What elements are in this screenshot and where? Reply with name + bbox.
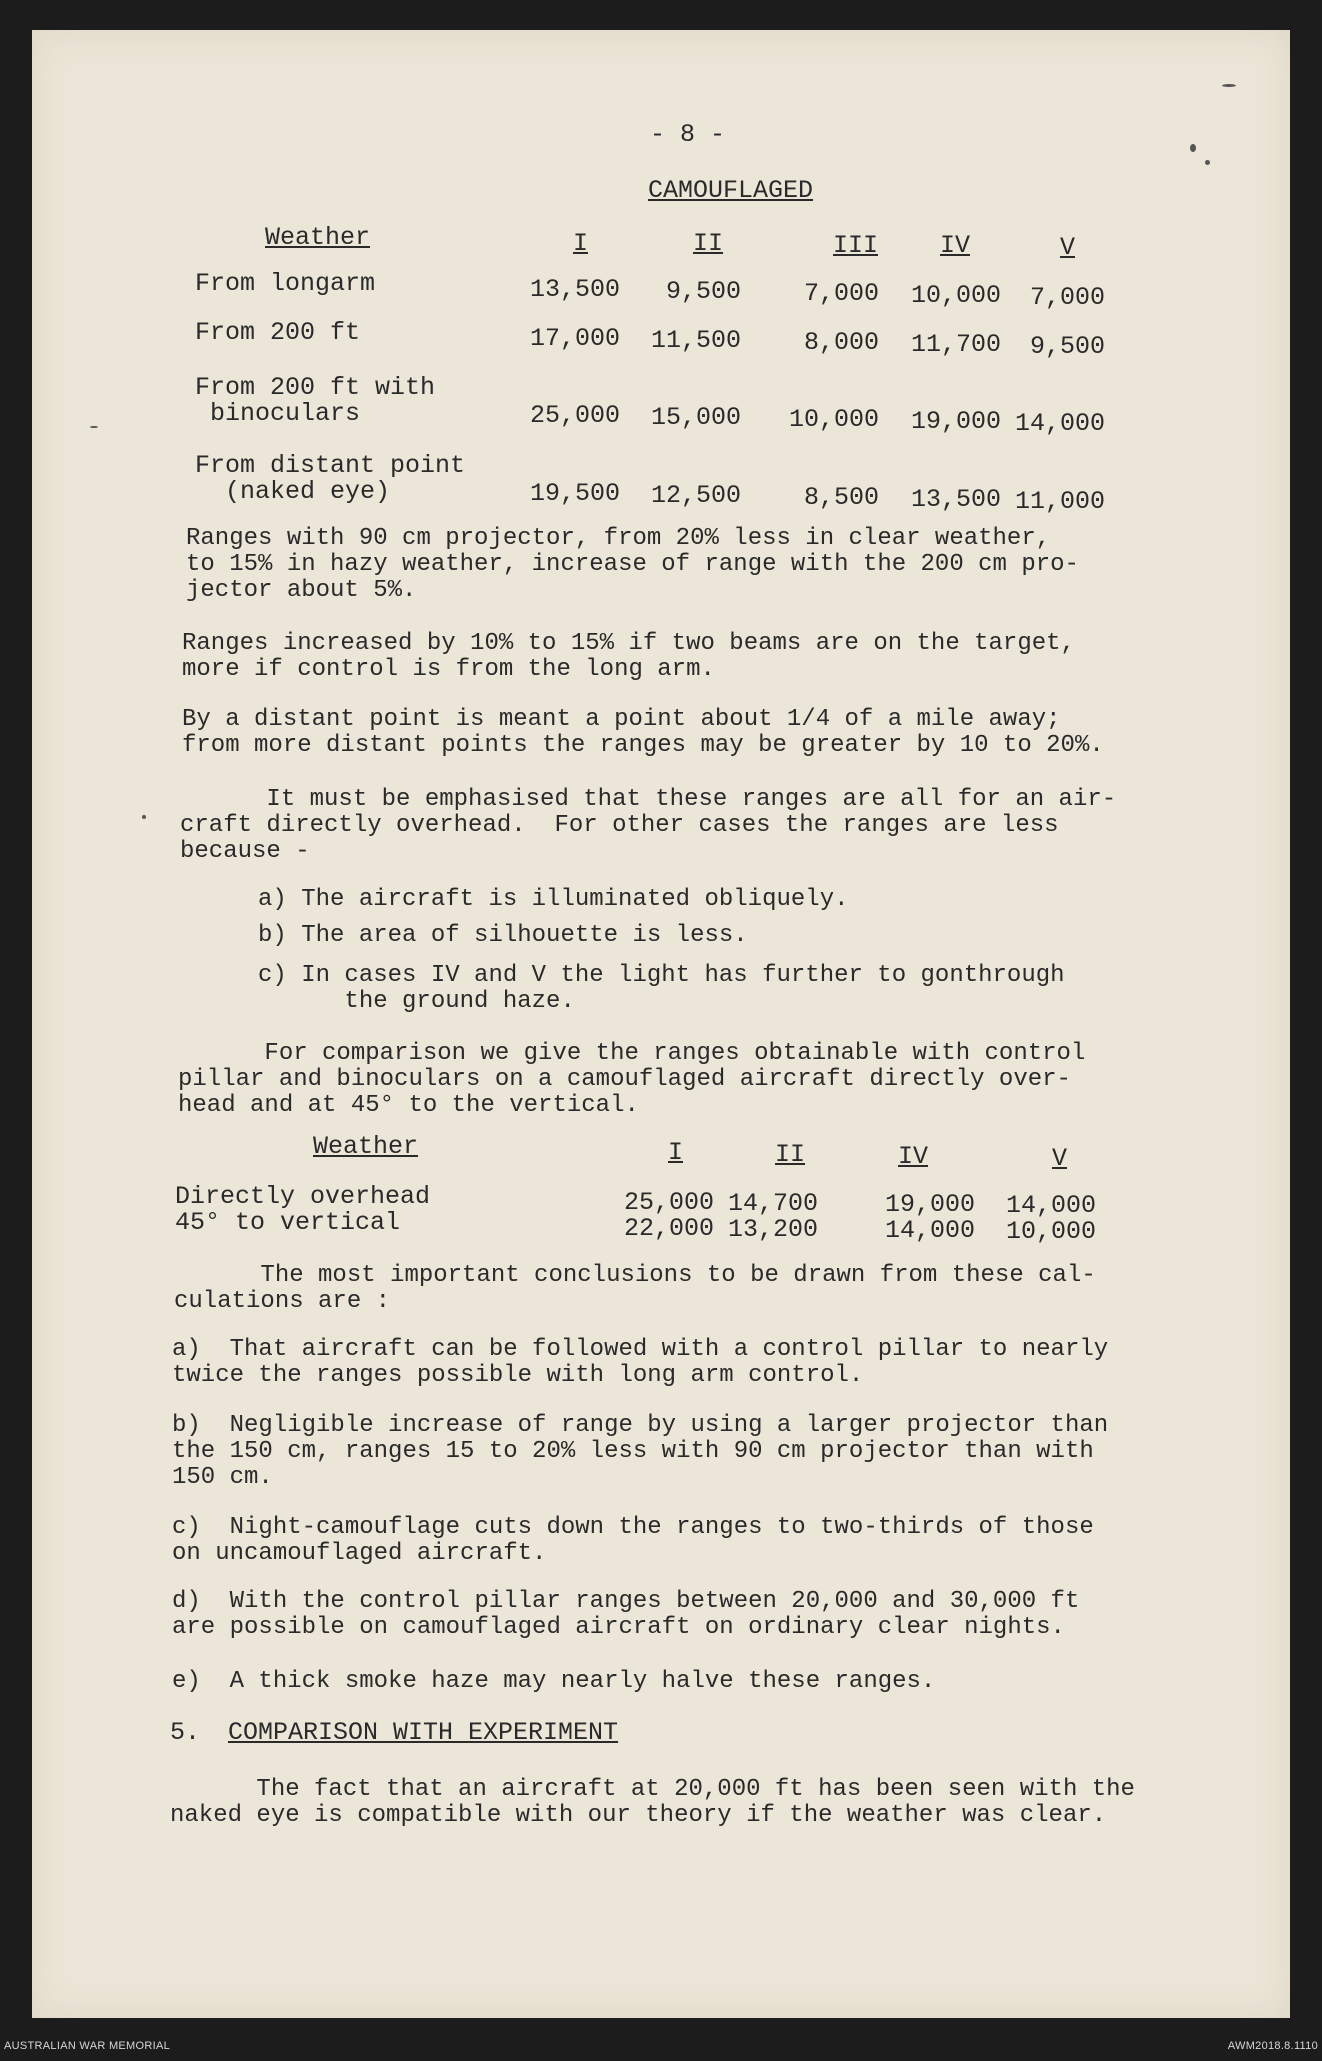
table1-cell: 19,000	[910, 407, 1001, 436]
table2-cell: 14,000	[1005, 1191, 1096, 1220]
text-line: It must be emphasised that these ranges are all for an air-	[180, 786, 1117, 813]
table1-header-ii: II	[693, 229, 724, 258]
list-item: b) The area of silhouette is less.	[258, 922, 748, 949]
table1-header-iv: IV	[940, 231, 971, 260]
table1-cell: 10,000	[788, 405, 879, 434]
table1-row-label: (naked eye)	[195, 477, 391, 506]
table1-cell: 12,500	[650, 481, 741, 510]
text-line: culations are :	[174, 1288, 391, 1315]
table1-cell: 7,000	[1029, 283, 1105, 312]
table1-cell: 10,000	[910, 281, 1001, 310]
section5-title: COMPARISON WITH EXPERIMENT	[228, 1718, 619, 1747]
ink-speck	[1190, 144, 1196, 152]
table1-cell: 14,000	[1014, 409, 1105, 438]
conclusion-line: b) Negligible increase of range by using a larger projector than	[172, 1412, 1109, 1439]
text-line: from more distant points the ranges may be greater by 10 to 20%.	[182, 732, 1104, 759]
table2-header-i: I	[668, 1138, 684, 1167]
text-line: Ranges with 90 cm projector, from 20% less in clear weather,	[186, 525, 1051, 552]
table1-header-iii: III	[833, 231, 879, 260]
table2-cell: 22,000	[623, 1214, 714, 1243]
table2-row-label: 45° to vertical	[175, 1208, 401, 1237]
text-line: craft directly overhead. For other cases the ranges are less	[180, 812, 1059, 839]
text-line: because -	[180, 838, 310, 865]
conclusion-line: 150 cm.	[172, 1464, 273, 1491]
table2-cell: 19,000	[884, 1190, 975, 1219]
conclusion-line: e) A thick smoke haze may nearly halve these ranges.	[172, 1668, 936, 1695]
ink-speck	[1222, 84, 1236, 87]
table1-row-label: From 200 ft	[195, 318, 361, 347]
section-heading: CAMOUFLAGED	[648, 176, 814, 205]
table1-cell: 11,000	[1014, 487, 1105, 516]
conclusion-line: are possible on camouflaged aircraft on ordinary clear nights.	[172, 1614, 1065, 1641]
table1-cell: 19,500	[529, 479, 620, 508]
table1-cell: 13,500	[910, 485, 1001, 514]
table1-header-i: I	[573, 229, 589, 258]
ink-speck	[90, 426, 98, 428]
section5-number: 5.	[170, 1718, 201, 1747]
table1-cell: 25,000	[529, 401, 620, 430]
table2-header-v: V	[1052, 1144, 1068, 1173]
conclusion-line: c) Night-camouflage cuts down the ranges to two-thirds of those	[172, 1514, 1094, 1541]
footer-right: AWM2018.8.1110	[1227, 2040, 1318, 2052]
text-line: to 15% in hazy weather, increase of range with the 200 cm pro-	[186, 551, 1079, 578]
conclusion-line: twice the ranges possible with long arm control.	[172, 1362, 864, 1389]
text-line: jector about 5%.	[186, 577, 417, 604]
conclusion-line: d) With the control pillar ranges between 20,000 and 30,000 ft	[172, 1588, 1080, 1615]
text-line: pillar and binoculars on a camouflaged aircraft directly over-	[178, 1066, 1071, 1093]
table1-cell: 7,000	[803, 279, 879, 308]
text-line: naked eye is compatible with our theory if the weather was clear.	[170, 1802, 1107, 1829]
table1-row-label: binoculars	[195, 399, 361, 428]
text-line: The fact that an aircraft at 20,000 ft has been seen with the	[170, 1776, 1135, 1803]
table1-cell: 15,000	[650, 403, 741, 432]
list-item: the ground haze.	[258, 988, 575, 1015]
table1-cell: 13,500	[529, 275, 620, 304]
table1-row-label: From distant point	[195, 451, 466, 480]
table1-row-label: From 200 ft with	[195, 373, 436, 402]
page-number: - 8 -	[650, 120, 726, 149]
table2-cell: 14,000	[884, 1216, 975, 1245]
conclusion-line: on uncamouflaged aircraft.	[172, 1540, 547, 1567]
table1-cell: 17,000	[529, 324, 620, 353]
list-item: c) In cases IV and V the light has further to gonthrough	[258, 962, 1065, 989]
table2-header-weather: Weather	[313, 1132, 419, 1161]
table2-cell: 25,000	[623, 1188, 714, 1217]
text-line: For comparison we give the ranges obtainable with control	[178, 1040, 1086, 1067]
ink-speck	[142, 815, 146, 819]
table1-cell: 8,000	[803, 328, 879, 357]
text-line: head and at 45° to the vertical.	[178, 1092, 639, 1119]
table2-cell: 10,000	[1005, 1217, 1096, 1246]
ink-speck	[1205, 160, 1210, 165]
text-line: By a distant point is meant a point about 1/4 of a mile away;	[182, 706, 1061, 733]
text-line: The most important conclusions to be drawn from these cal-	[174, 1262, 1096, 1289]
conclusion-line: the 150 cm, ranges 15 to 20% less with 90 cm projector than with	[172, 1438, 1094, 1465]
table2-header-ii: II	[775, 1140, 806, 1169]
table2-header-iv: IV	[898, 1142, 929, 1171]
conclusion-line: a) That aircraft can be followed with a control pillar to nearly	[172, 1336, 1109, 1363]
table2-cell: 14,700	[727, 1189, 818, 1218]
table1-cell: 9,500	[665, 277, 741, 306]
list-item: a) The aircraft is illuminated obliquely.	[258, 886, 849, 913]
table2-row-label: Directly overhead	[175, 1182, 431, 1211]
table1-header-weather: Weather	[265, 223, 371, 252]
table1-cell: 11,500	[650, 326, 741, 355]
table1-cell: 8,500	[803, 483, 879, 512]
table1-row-label: From longarm	[195, 269, 376, 298]
text-line: Ranges increased by 10% to 15% if two beams are on the target,	[182, 630, 1075, 657]
table1-cell: 11,700	[910, 330, 1001, 359]
table2-cell: 13,200	[727, 1215, 818, 1244]
table1-cell: 9,500	[1029, 332, 1105, 361]
table1-header-v: V	[1060, 233, 1076, 262]
footer-left: AUSTRALIAN WAR MEMORIAL	[4, 2040, 171, 2052]
text-line: more if control is from the long arm.	[182, 656, 715, 683]
